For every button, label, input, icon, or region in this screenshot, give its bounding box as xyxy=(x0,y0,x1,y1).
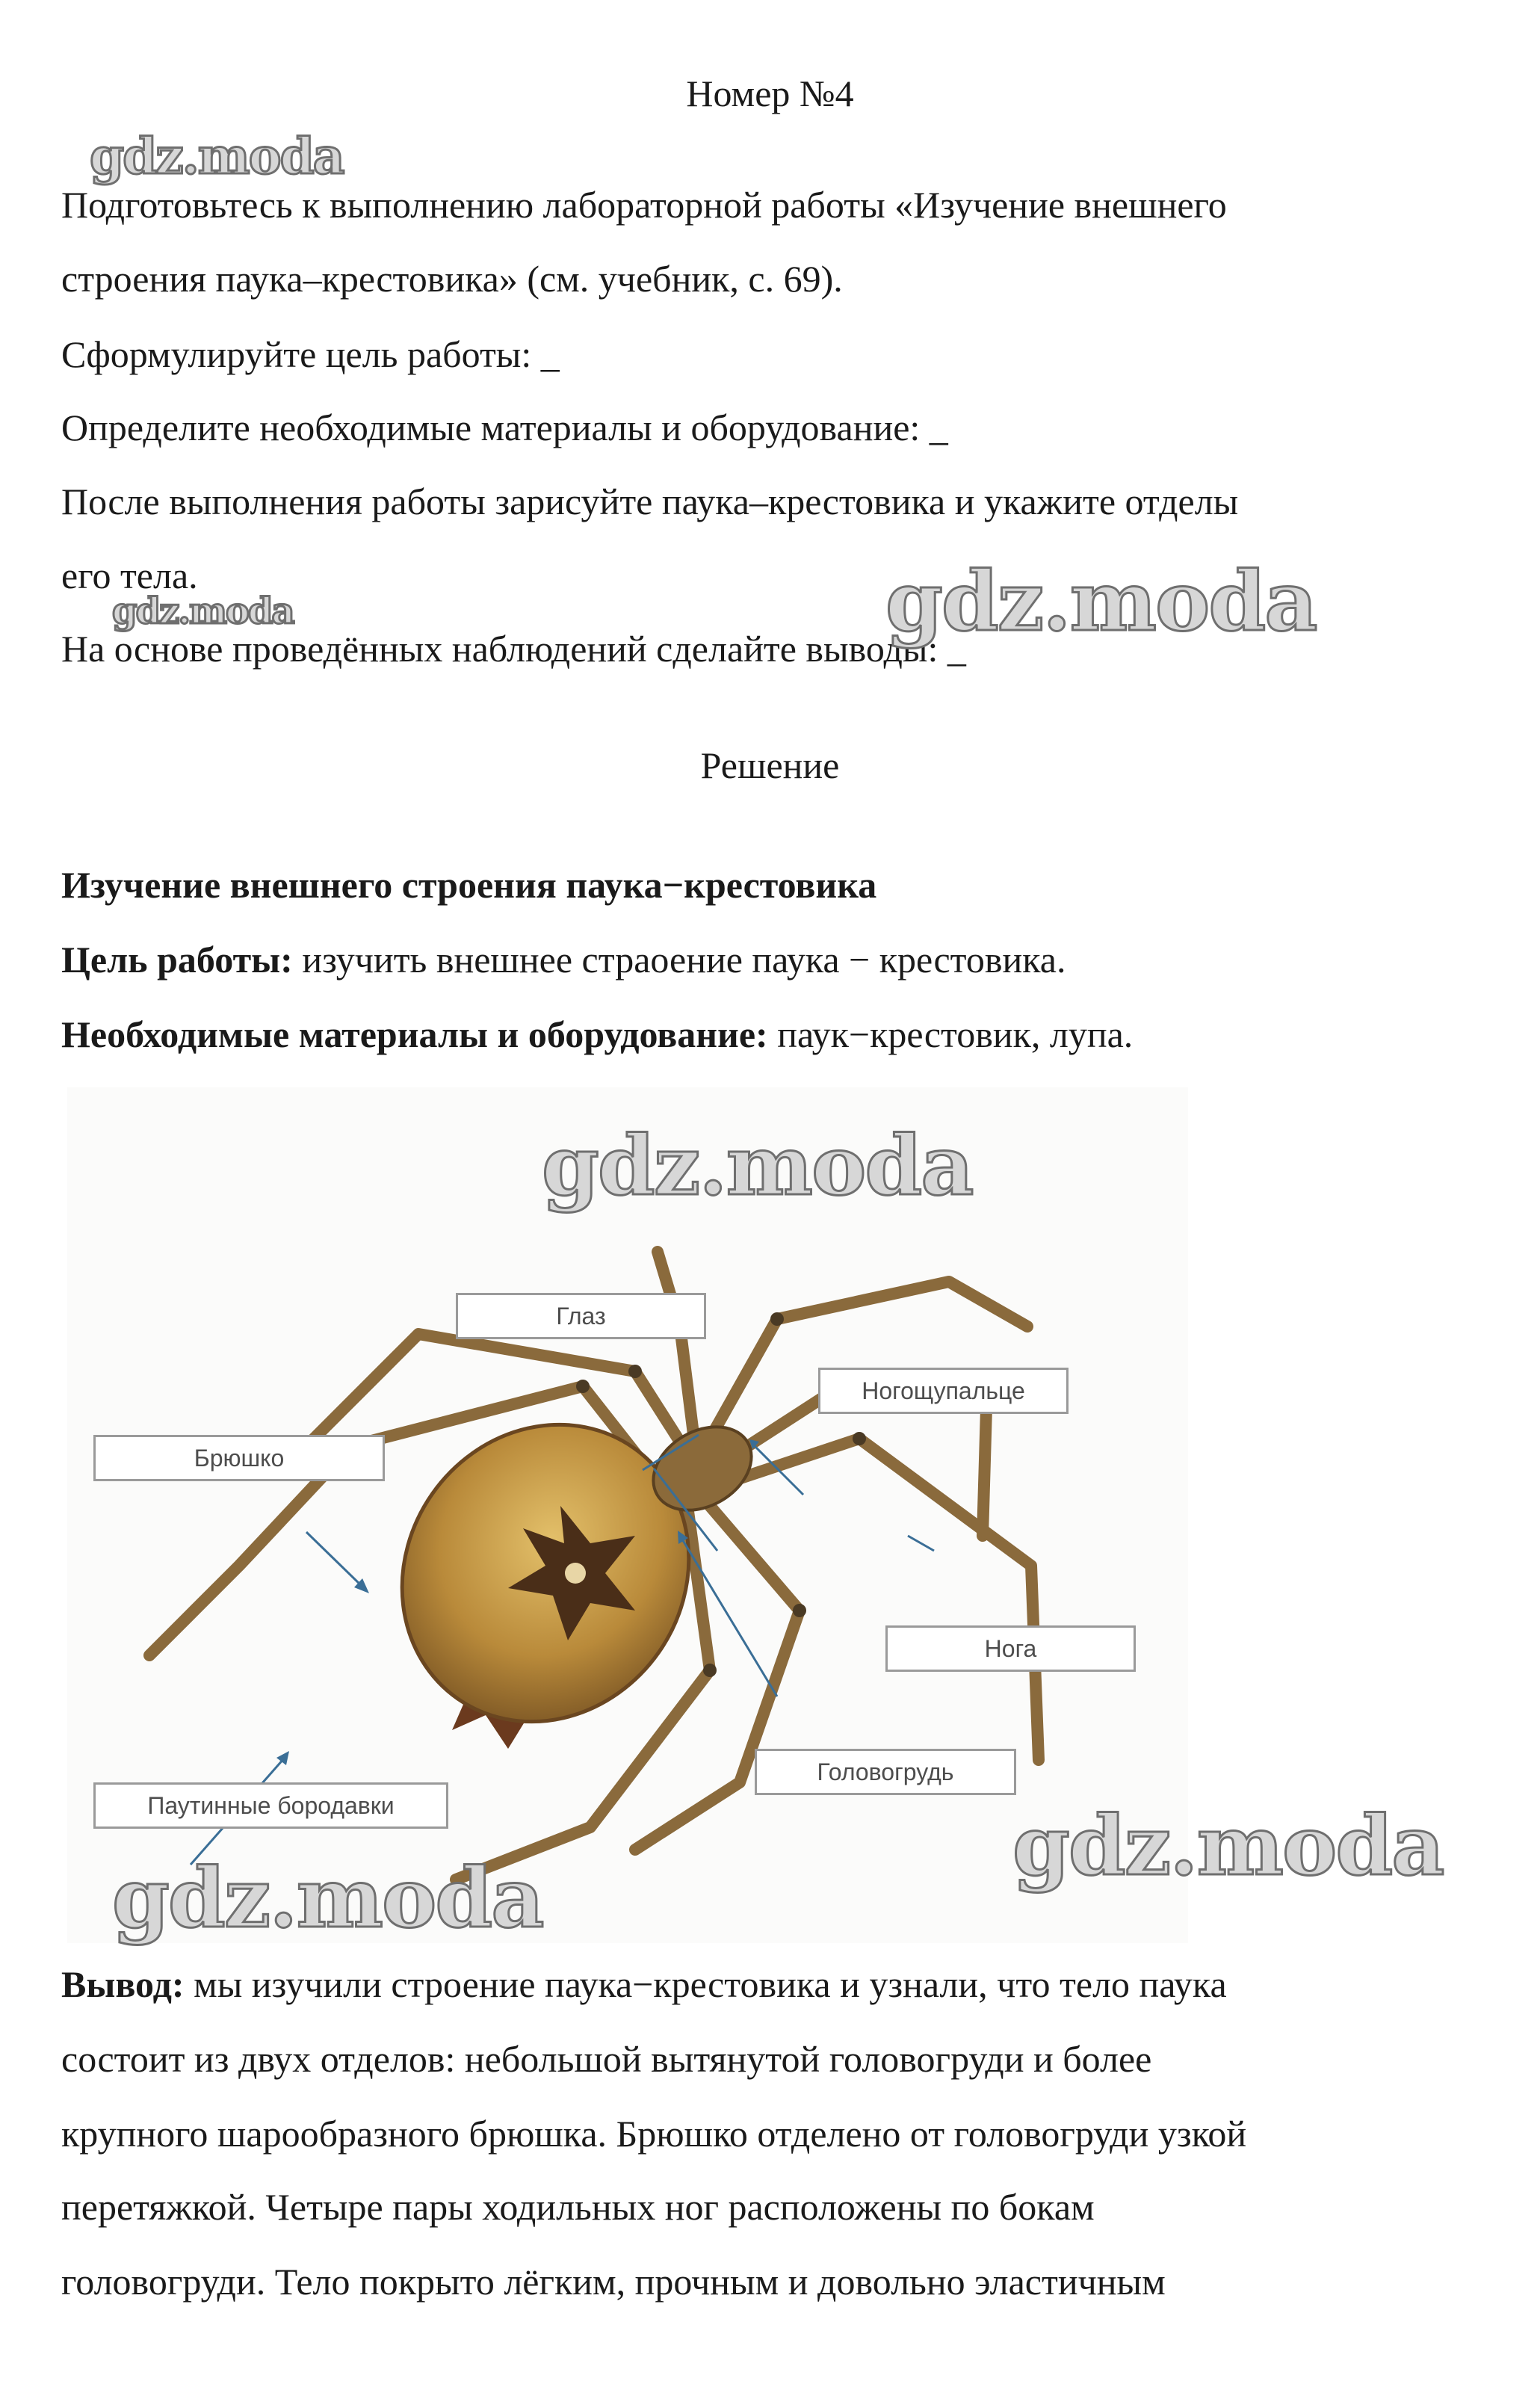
task-line-4: Определите необходимые материалы и оборудование: _ xyxy=(61,407,948,448)
goal-label: Цель работы: xyxy=(61,939,293,981)
task-line-3: Сформулируйте цель работы: _ xyxy=(61,333,560,375)
label-pedipalp: Ногощупальце xyxy=(818,1368,1069,1414)
solution-heading: Решение xyxy=(700,744,840,786)
solution-materials xyxy=(61,1012,1133,1057)
page-title: Номер №4 xyxy=(686,72,854,114)
watermark: gdz.moda xyxy=(885,553,1317,649)
conclusion-line-5: головогруди. Тело покрыто лёгким, прочным и довольно эластичным xyxy=(61,2261,1166,2303)
conclusion-line-4: перетяжкой. Четыре пары ходильных ног расположены по бокам xyxy=(61,2186,1095,2228)
label-eye: Глаз xyxy=(456,1293,706,1339)
task-line-2: строения паука–крестовика» (см. учебник, с. 69). xyxy=(61,258,843,300)
watermark: gdz.moda xyxy=(542,1117,973,1214)
solution-goal xyxy=(61,937,1066,982)
task-line-7: На основе проведённых наблюдений сделайте выводы: _ xyxy=(61,628,966,670)
watermark: gdz.moda xyxy=(90,127,344,185)
conclusion-line-3: крупного шарообразного брюшка. Брюшко отделено от головогруди узкой xyxy=(61,2113,1247,2155)
label-spinnerets: Паутинные бородавки xyxy=(93,1782,448,1829)
conclusion-label: Вывод: xyxy=(61,1963,185,2005)
goal-text: изучить внешнее страоение паука − крестовика. xyxy=(292,939,1066,981)
label-abdomen: Брюшко xyxy=(93,1435,385,1481)
label-leg: Нога xyxy=(885,1625,1136,1672)
conclusion-line-1: Вывод: мы изучили строение паука−крестовика и узнали, что тело паука xyxy=(61,1963,1227,2005)
task-line-1: Подготовьтесь к выполнению лабораторной работы «Изучение внешнего xyxy=(61,184,1227,226)
label-cephalothorax: Головогрудь xyxy=(755,1749,1016,1795)
watermark: gdz.moda xyxy=(1012,1797,1444,1894)
watermark: gdz.moda xyxy=(112,590,294,632)
task-line-5: После выполнения работы зарисуйте паука–крестовика и укажите отделы xyxy=(61,481,1239,522)
task-line-6: его тела. xyxy=(61,555,198,596)
materials-text: паук−крестовик, лупа. xyxy=(767,1013,1134,1055)
solution-title: Изучение внешнего строения паука−крестовика xyxy=(61,864,877,906)
conclusion-line-2: состоит из двух отделов: небольшой вытянутой головогруди и более xyxy=(61,2038,1152,2080)
watermark: gdz.moda xyxy=(112,1850,543,1946)
materials-label: Необходимые материалы и оборудование: xyxy=(61,1013,768,1055)
